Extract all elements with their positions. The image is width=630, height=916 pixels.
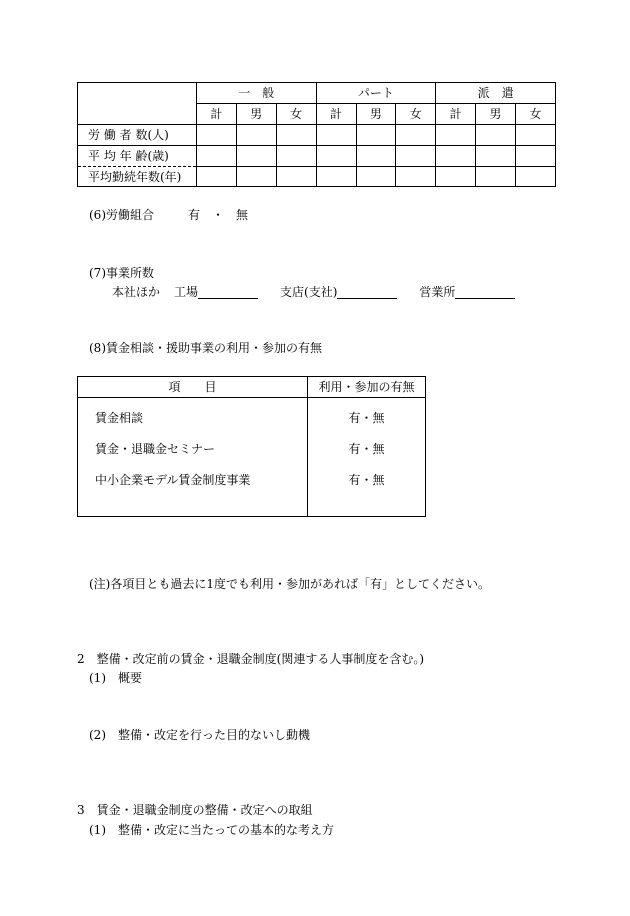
input-cell[interactable] xyxy=(356,125,396,146)
input-cell[interactable] xyxy=(436,167,476,187)
input-cell[interactable] xyxy=(236,146,276,167)
group-header-dispatch: 派 遣 xyxy=(436,83,556,104)
input-cell[interactable] xyxy=(436,146,476,167)
worker-stats-table xyxy=(77,82,556,187)
subheader-total: 計 xyxy=(316,104,356,125)
wage-support-table xyxy=(77,376,426,517)
input-cell[interactable] xyxy=(476,125,516,146)
input-cell[interactable] xyxy=(516,167,556,187)
header-item: 項 目 xyxy=(78,377,308,398)
section3-title: 3 賃金・退職金制度の整備・改定への取組 xyxy=(77,803,313,817)
input-cell[interactable] xyxy=(356,146,396,167)
branch-label: 支店(支社) xyxy=(280,285,338,299)
union-choice[interactable]: 有 ・ 無 xyxy=(188,208,249,222)
group-header-general: 一 般 xyxy=(197,83,317,104)
sales-office-label: 営業所 xyxy=(419,285,456,299)
union-label: (6)労働組合 xyxy=(89,208,154,222)
subheader-male: 男 xyxy=(476,104,516,125)
subheader-total: 計 xyxy=(197,104,237,125)
input-cell[interactable] xyxy=(236,125,276,146)
input-cell[interactable] xyxy=(276,146,316,167)
input-cell[interactable] xyxy=(476,146,516,167)
subheader-male: 男 xyxy=(236,104,276,125)
subheader-female: 女 xyxy=(516,104,556,125)
wage-status-choice[interactable]: 有・無 xyxy=(348,411,385,425)
input-cell[interactable] xyxy=(476,167,516,187)
offices-line xyxy=(112,285,515,299)
input-cell[interactable] xyxy=(197,167,237,187)
input-cell[interactable] xyxy=(356,167,396,187)
wage-status-choice[interactable]: 有・無 xyxy=(348,473,385,487)
section3-item1: (1) 整備・改定に当たっての基本的な考え方 xyxy=(89,823,334,837)
input-cell[interactable] xyxy=(276,167,316,187)
wage-item: 賃金・退職金セミナー xyxy=(95,442,216,456)
input-cell[interactable] xyxy=(516,146,556,167)
row-label-average-tenure: 平均勤続年数(年) xyxy=(78,167,197,187)
input-cell[interactable] xyxy=(396,167,436,187)
row-label-worker-count: 労 働 者 数(人) xyxy=(78,125,197,146)
factory-count-field[interactable] xyxy=(198,286,258,299)
section2-item1: (1) 概要 xyxy=(89,671,142,685)
note-text: (注)各項目とも過去に1度でも利用・参加があれば「有」としてください。 xyxy=(89,577,491,591)
input-cell[interactable] xyxy=(197,146,237,167)
subheader-male: 男 xyxy=(356,104,396,125)
wage-items-cell xyxy=(78,398,308,517)
table-corner-cell xyxy=(78,83,197,125)
section2-title: 2 整備・改定前の賃金・退職金制度(関連する人事制度を含む。) xyxy=(77,652,425,666)
offices-prefix: 本社ほか xyxy=(112,285,161,299)
header-status: 利用・参加の有無 xyxy=(308,377,426,398)
subheader-total: 計 xyxy=(436,104,476,125)
subheader-female: 女 xyxy=(276,104,316,125)
branch-count-field[interactable] xyxy=(337,286,397,299)
subheader-female: 女 xyxy=(396,104,436,125)
input-cell[interactable] xyxy=(396,146,436,167)
wage-status-cell xyxy=(308,398,426,517)
row-label-average-age: 平 均 年 齢(歳) xyxy=(78,146,197,167)
wage-item: 中小企業モデル賃金制度事業 xyxy=(95,473,251,487)
offices-label: (7)事業所数 xyxy=(89,266,154,280)
input-cell[interactable] xyxy=(276,125,316,146)
input-cell[interactable] xyxy=(436,125,476,146)
input-cell[interactable] xyxy=(197,125,237,146)
sales-office-count-field[interactable] xyxy=(455,286,515,299)
factory-label: 工場 xyxy=(174,285,199,299)
wage-status-choice[interactable]: 有・無 xyxy=(348,442,385,456)
input-cell[interactable] xyxy=(316,167,356,187)
input-cell[interactable] xyxy=(236,167,276,187)
section2-item2: (2) 整備・改定を行った目的ないし動機 xyxy=(89,728,310,742)
wage-item: 賃金相談 xyxy=(95,411,144,425)
input-cell[interactable] xyxy=(316,125,356,146)
input-cell[interactable] xyxy=(516,125,556,146)
group-header-part: パート xyxy=(316,83,436,104)
input-cell[interactable] xyxy=(396,125,436,146)
input-cell[interactable] xyxy=(316,146,356,167)
wage-section-label: (8)賃金相談・援助事業の利用・参加の有無 xyxy=(89,341,322,355)
